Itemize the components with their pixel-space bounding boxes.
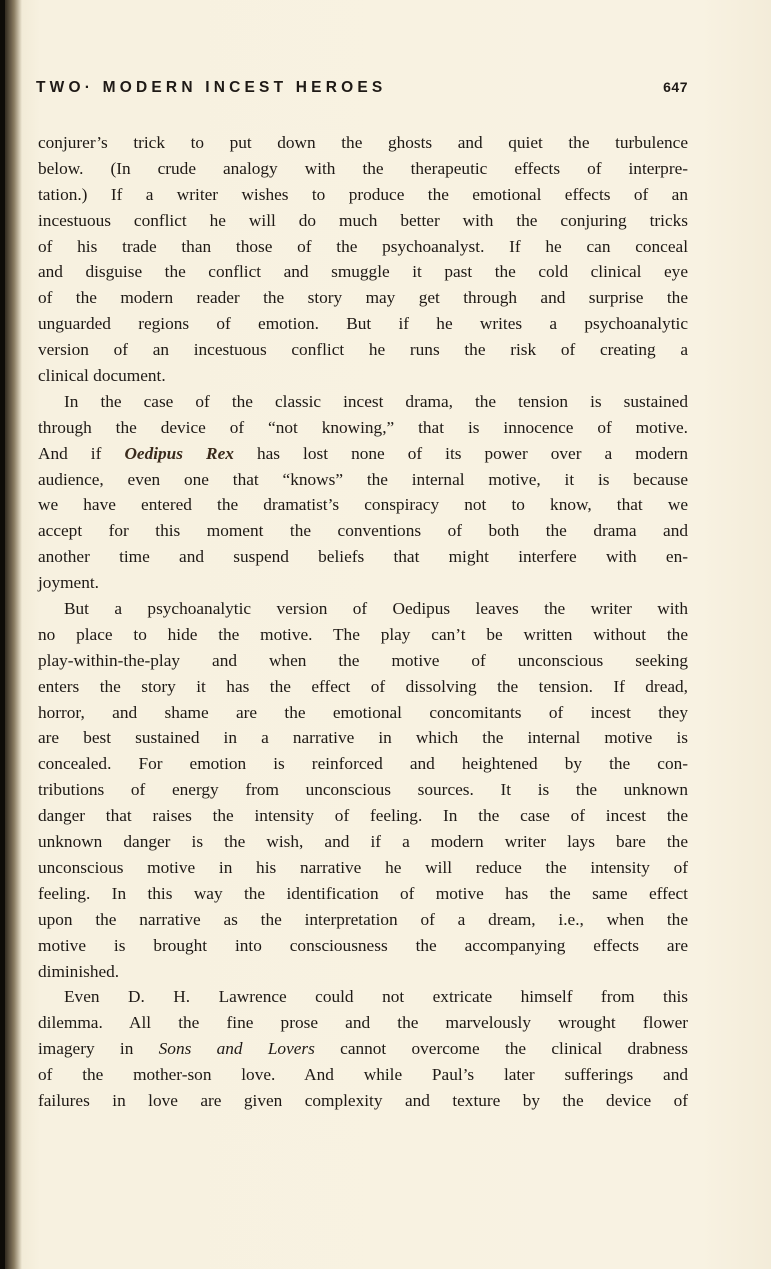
text-line: clinical document. (38, 366, 166, 386)
text-line: horror, and shame are the emotional concomitants of incest they (38, 702, 688, 722)
text-line: unconscious motive in his narrative he will reduce the intensity of (38, 857, 688, 877)
text-line: we have entered the dramatist’s conspiracy not to know, that we (38, 495, 688, 515)
running-head (36, 79, 688, 101)
text-line: of the modern reader the story may get through and surprise the (38, 288, 688, 308)
text-line: motive is brought into consciousness the accompanying effects are (38, 935, 688, 955)
page-number: 647 (663, 79, 688, 95)
text-line: accept for this moment the conventions of both the drama and (38, 521, 688, 541)
text-line: version of an incestuous conflict he runs the risk of creating a (38, 340, 688, 360)
running-head-title: TWO· MODERN INCEST HEROES (36, 79, 387, 96)
book-spine-edge (0, 0, 5, 1269)
text-line-with-title (38, 441, 688, 467)
text-line: play-within-the-play and when the motive of unconscious seeking (38, 650, 688, 670)
text-segment: has lost none of its power over a modern (256, 443, 689, 463)
text-line: enters the story it has the effect of dissolving the tension. If dread, (38, 676, 688, 696)
text-line: diminished. (38, 961, 120, 981)
text-line: tributions of energy from unconscious sources. It is the unknown (38, 780, 688, 800)
text-line: But a psychoanalytic version of Oedipus leaves the writer with (64, 599, 688, 619)
text-line: joyment. (38, 573, 99, 593)
text-line: below. (In crude analogy with the therapeutic effects of interpre- (38, 158, 688, 178)
text-segment: And if (38, 443, 102, 463)
text-line: conjurer’s trick to put down the ghosts and quiet the turbulence (38, 133, 688, 152)
work-title-oedipus-rex: Oedipus Rex (124, 443, 234, 463)
text-line: dilemma. All the fine prose and the marvelously wrought flower (38, 1013, 688, 1033)
text-line: of the mother-son love. And while Paul’s later sufferings and (38, 1065, 688, 1085)
work-title-sons-and-lovers: Sons and Lovers (158, 1039, 315, 1059)
text-line: through the device of “not knowing,” that is innocence of motive. (38, 417, 688, 437)
text-line: no place to hide the motive. The play can’t be written without the (38, 624, 688, 644)
text-line: unguarded regions of emotion. But if he writes a psychoanalytic (38, 314, 688, 334)
text-line: of his trade than those of the psychoanalyst. If he can conceal (38, 236, 688, 256)
text-line: incestuous conflict he will do much better with the conjuring tricks (38, 210, 688, 230)
text-line: Even D. H. Lawrence could not extricate himself from this (64, 987, 688, 1007)
text-line: concealed. For emotion is reinforced and heightened by the con- (38, 754, 688, 774)
text-line: feeling. In this way the identification of motive has the same effect (38, 883, 688, 903)
text-segment: cannot overcome the clinical drabness (340, 1039, 688, 1059)
text-line: and disguise the conflict and smuggle it past the cold clinical eye (38, 262, 688, 282)
text-line: another time and suspend beliefs that might interfere with en- (38, 547, 688, 567)
body-text (38, 130, 688, 1114)
text-line: audience, even one that “knows” the internal motive, it is because (38, 469, 688, 489)
text-line-with-title (38, 1036, 688, 1062)
text-line: failures in love are given complexity and texture by the device of (38, 1090, 688, 1110)
text-line: danger that raises the intensity of feeling. In the case of incest the (38, 806, 688, 826)
text-line: unknown danger is the wish, and if a modern writer lays bare the (38, 832, 688, 852)
text-line: are best sustained in a narrative in which the internal motive is (38, 728, 688, 748)
text-line: In the case of the classic incest drama, the tension is sustained (64, 391, 688, 411)
text-line: upon the narrative as the interpretation of a dream, i.e., when the (38, 909, 688, 929)
text-segment: imagery in (38, 1039, 134, 1059)
text-line: tation.) If a writer wishes to produce the emotional effects of an (38, 184, 688, 204)
